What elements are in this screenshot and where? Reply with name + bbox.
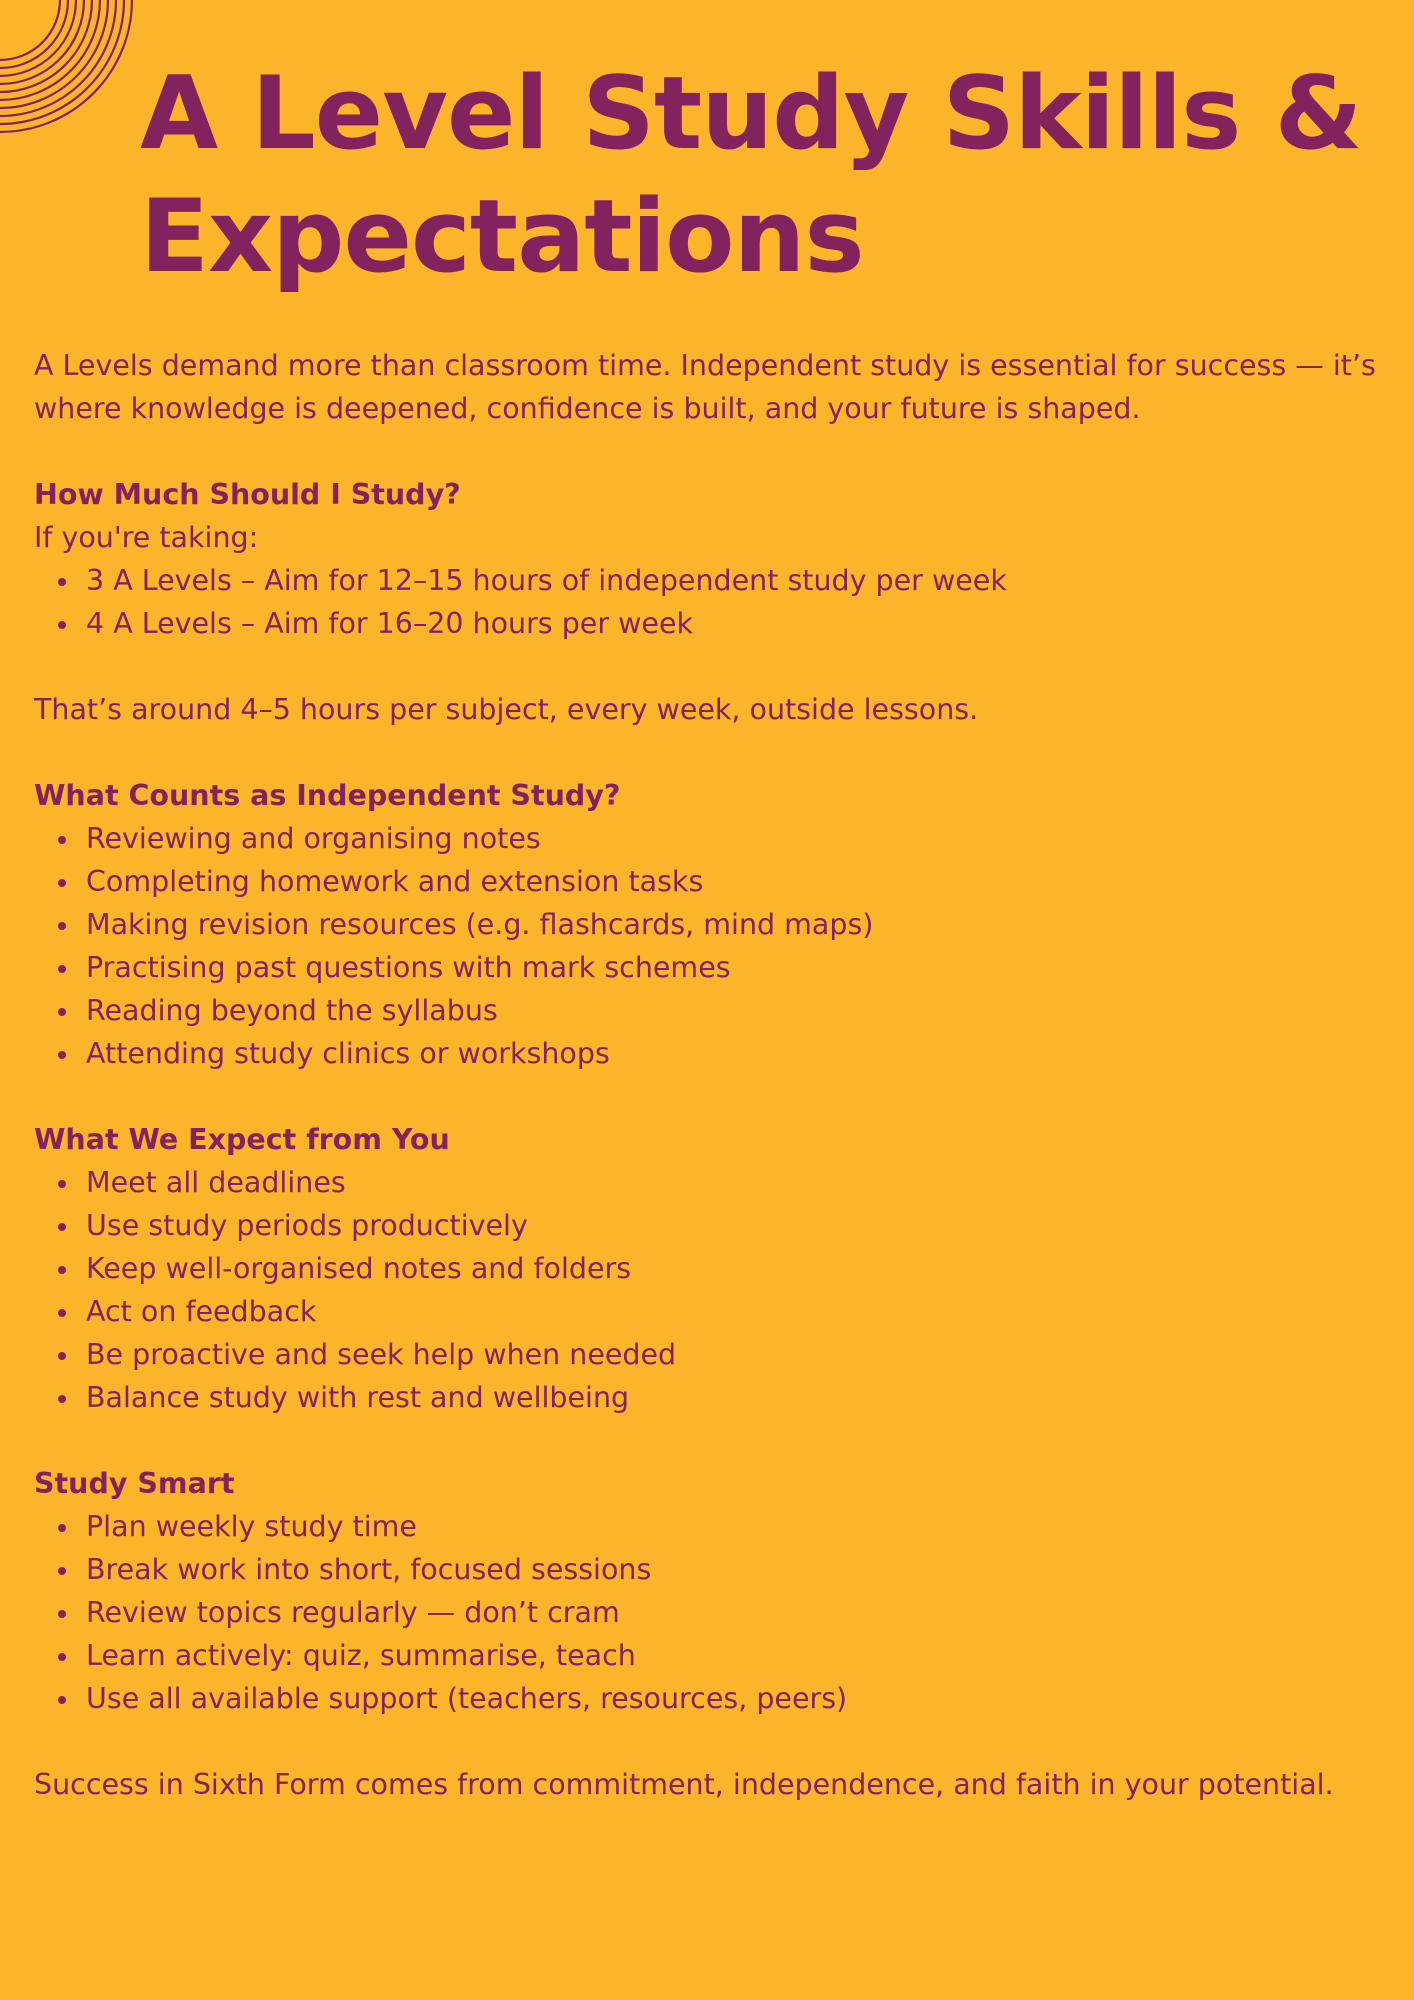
list-item: Attending study clinics or workshops bbox=[86, 1032, 1384, 1075]
list-item: Use all available support (teachers, resources, peers) bbox=[86, 1677, 1384, 1720]
closing-statement: Success in Sixth Form comes from commitment, independence, and faith in your potential. bbox=[34, 1768, 1334, 1801]
study-smart-list bbox=[34, 1505, 1384, 1720]
how-much-note: That’s around 4–5 hours per subject, every week, outside lessons. bbox=[34, 693, 979, 726]
decorative-concentric-arcs bbox=[0, 0, 140, 220]
list-item: Meet all deadlines bbox=[86, 1161, 1384, 1204]
how-much-heading: How Much Should I Study? bbox=[34, 478, 461, 511]
list-item: Review topics regularly — don’t cram bbox=[86, 1591, 1384, 1634]
how-much-list bbox=[34, 559, 1384, 645]
page-title: A Level Study Skills & Expectations bbox=[140, 54, 1362, 295]
list-item: Reading beyond the syllabus bbox=[86, 989, 1384, 1032]
list-item: Practising past questions with mark schemes bbox=[86, 946, 1384, 989]
list-item: Act on feedback bbox=[86, 1290, 1384, 1333]
study-smart-heading: Study Smart bbox=[34, 1467, 235, 1500]
expect-heading: What We Expect from You bbox=[34, 1123, 450, 1156]
what-counts-heading: What Counts as Independent Study? bbox=[34, 779, 621, 812]
list-item: Break work into short, focused sessions bbox=[86, 1548, 1384, 1591]
how-much-lead: If you're taking: bbox=[34, 521, 259, 554]
list-item: Completing homework and extension tasks bbox=[86, 860, 1384, 903]
list-item: Be proactive and seek help when needed bbox=[86, 1333, 1384, 1376]
expect-list bbox=[34, 1161, 1384, 1419]
document-body bbox=[34, 344, 1384, 1806]
list-item: Keep well-organised notes and folders bbox=[86, 1247, 1384, 1290]
intro-paragraph: A Levels demand more than classroom time. Independent study is essential for success — it’s where knowledge is deepened, confidence is built, and your future is shaped. bbox=[34, 349, 1376, 425]
list-item: Use study periods productively bbox=[86, 1204, 1384, 1247]
list-item: Learn actively: quiz, summarise, teach bbox=[86, 1634, 1384, 1677]
list-item: 3 A Levels – Aim for 12–15 hours of independent study per week bbox=[86, 559, 1384, 602]
list-item: Reviewing and organising notes bbox=[86, 817, 1384, 860]
list-item: Balance study with rest and wellbeing bbox=[86, 1376, 1384, 1419]
what-counts-list bbox=[34, 817, 1384, 1075]
list-item: Making revision resources (e.g. flashcards, mind maps) bbox=[86, 903, 1384, 946]
list-item: Plan weekly study time bbox=[86, 1505, 1384, 1548]
list-item: 4 A Levels – Aim for 16–20 hours per week bbox=[86, 602, 1384, 645]
